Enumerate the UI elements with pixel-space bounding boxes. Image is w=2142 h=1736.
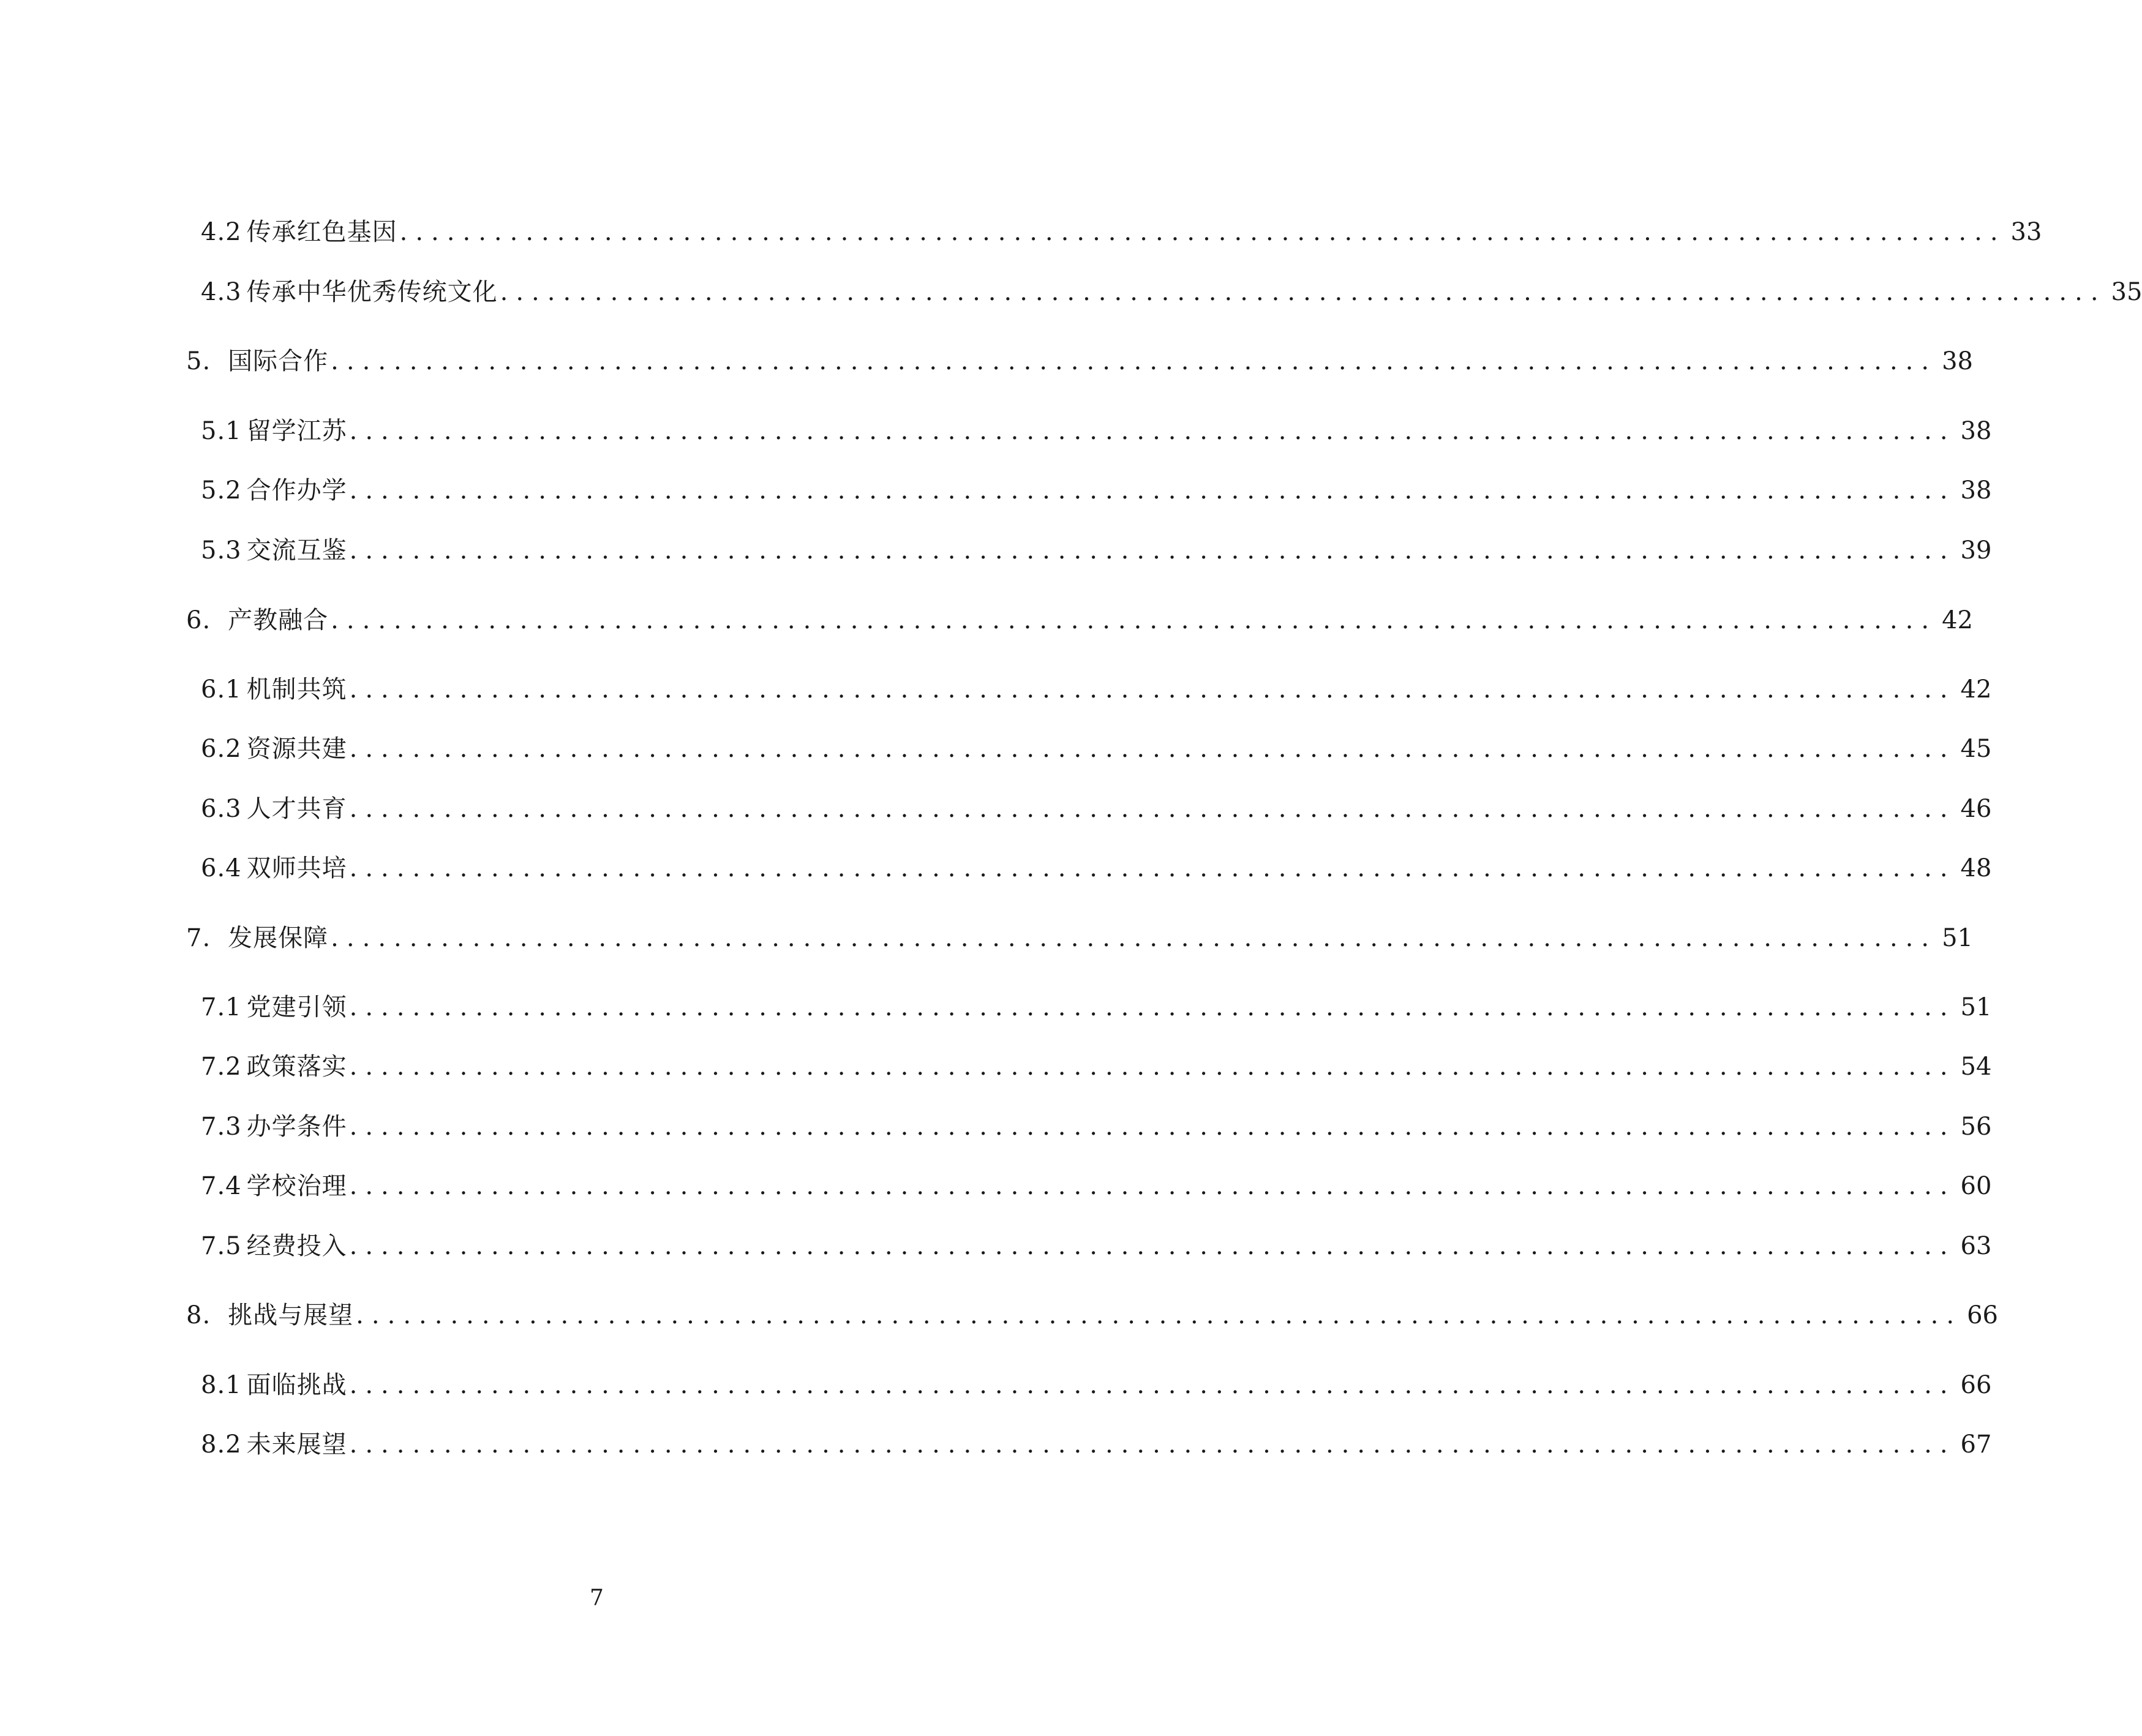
toc-entry-title [201, 214, 397, 250]
toc-entry-number: 7.1 [201, 993, 242, 1021]
toc-entry-label: 合作办学 [246, 476, 347, 505]
toc-entry-title [201, 472, 347, 509]
toc-entry[interactable] [201, 1168, 1992, 1204]
toc-dot-leader: ...................................................................................................... [331, 924, 1937, 952]
toc-entry[interactable] [201, 1108, 1992, 1145]
toc-entry-page: 60 [1960, 1172, 1992, 1200]
toc-dot-leader: ...................................................................................................... [331, 347, 1937, 375]
toc-entry-number: 6.1 [201, 675, 242, 704]
toc-entry-page: 38 [1942, 347, 1973, 375]
toc-entry-label: 资源共建 [246, 735, 347, 763]
toc-entry-title [201, 731, 347, 767]
toc-dot-leader: ...................................................................................................... [349, 735, 1956, 763]
toc-entry-title [201, 791, 347, 827]
toc-dot-leader: ...................................................................................................... [331, 606, 1937, 634]
toc-entry[interactable] [201, 671, 1992, 708]
toc-entry[interactable] [201, 274, 2142, 310]
toc-dot-leader: ...................................................................................................... [349, 536, 1956, 565]
toc-entry-title [201, 1367, 347, 1403]
toc-entry-number: 5. [186, 347, 211, 375]
toc-dot-leader: ...................................................................................................... [349, 1172, 1956, 1200]
toc-entry-label: 经费投入 [246, 1232, 347, 1260]
toc-entry-label: 传承红色基因 [246, 218, 397, 246]
toc-entry-title [201, 1228, 347, 1264]
toc-entry-page: 48 [1960, 854, 1992, 882]
toc-dot-leader: ...................................................................................................... [349, 854, 1956, 882]
toc-entry-title [186, 920, 328, 956]
toc-entry[interactable] [201, 1048, 1992, 1085]
toc-entry-page: 51 [1960, 993, 1992, 1021]
toc-entry-title [201, 989, 347, 1026]
toc-entry-page: 54 [1960, 1053, 1992, 1081]
toc-entry-title [186, 602, 328, 639]
toc-entry-page: 33 [2010, 218, 2042, 246]
toc-entry-number: 4.2 [201, 218, 242, 246]
toc-entry-number: 7.3 [201, 1113, 242, 1141]
toc-entry[interactable] [201, 214, 2042, 250]
toc-entry[interactable] [186, 602, 1973, 639]
toc-entry-number: 6.2 [201, 735, 242, 763]
toc-entry[interactable] [201, 413, 1992, 449]
toc-entry[interactable] [201, 989, 1992, 1026]
toc-entry-title [201, 1168, 347, 1204]
toc-entry-page: 42 [1960, 675, 1992, 704]
toc-entry-title [201, 1426, 347, 1463]
toc-dot-leader: ...................................................................................................... [349, 1430, 1956, 1459]
toc-entry-label: 人才共育 [246, 795, 347, 823]
toc-entry-label: 双师共培 [246, 854, 347, 882]
toc-entry-title [186, 343, 328, 380]
toc-entry-label: 留学江苏 [246, 417, 347, 445]
toc-entry-title [201, 1048, 347, 1085]
toc-entry-label: 传承中华优秀传统文化 [246, 278, 498, 306]
toc-entry-page: 56 [1960, 1113, 1992, 1141]
toc-entry-number: 8. [186, 1301, 211, 1329]
toc-entry-page: 46 [1960, 795, 1992, 823]
toc-entry-page: 45 [1960, 735, 1992, 763]
toc-entry-number: 5.1 [201, 417, 242, 445]
toc-entry-title [201, 1108, 347, 1145]
toc-entry[interactable] [201, 472, 1992, 509]
toc-entry[interactable] [201, 791, 1992, 827]
toc-entry-label: 学校治理 [246, 1172, 347, 1200]
toc-entry-label: 国际合作 [228, 347, 329, 375]
toc-entry-page: 66 [1960, 1371, 1992, 1399]
toc-entry-number: 7.2 [201, 1053, 242, 1081]
toc-dot-leader: ...................................................................................................... [500, 278, 2106, 306]
toc-entry-title [201, 671, 347, 708]
toc-entry-title [201, 413, 347, 449]
toc-entry-number: 4.3 [201, 278, 242, 306]
toc-dot-leader: ...................................................................................................... [399, 218, 2006, 246]
toc-entry-page: 66 [1967, 1301, 1998, 1329]
toc-dot-leader: ...................................................................................................... [349, 1371, 1956, 1399]
toc-entry[interactable] [186, 343, 1973, 380]
toc-entry-label: 挑战与展望 [228, 1301, 354, 1329]
toc-entry-page: 38 [1960, 476, 1992, 505]
toc-entry-number: 5.3 [201, 536, 242, 565]
toc-entry[interactable] [201, 731, 1992, 767]
toc-entry-label: 党建引领 [246, 993, 347, 1021]
toc-entry-label: 发展保障 [228, 924, 329, 952]
toc-dot-leader: ...................................................................................................... [349, 675, 1956, 704]
toc-dot-leader: ...................................................................................................... [356, 1301, 1963, 1329]
toc-entry-page: 67 [1960, 1430, 1992, 1459]
toc-dot-leader: ...................................................................................................... [349, 417, 1956, 445]
toc-entry-title [201, 532, 347, 569]
toc-dot-leader: ...................................................................................................... [349, 1113, 1956, 1141]
toc-dot-leader: ...................................................................................................... [349, 993, 1956, 1021]
toc-entry[interactable] [201, 532, 1992, 569]
toc-entry[interactable] [201, 1367, 1992, 1403]
toc-entry-label: 政策落实 [246, 1053, 347, 1081]
toc-dot-leader: ...................................................................................................... [349, 795, 1956, 823]
toc-entry-label: 产教融合 [228, 606, 329, 634]
toc-entry[interactable] [201, 1228, 1992, 1264]
toc-entry-title [201, 274, 498, 310]
toc-entry-page: 63 [1960, 1232, 1992, 1260]
toc-entry-page: 42 [1942, 606, 1973, 634]
toc-entry-number: 7.4 [201, 1172, 242, 1200]
toc-entry-number: 5.2 [201, 476, 242, 505]
toc-entry-number: 6.4 [201, 854, 242, 882]
toc-entry-page: 35 [2111, 278, 2142, 306]
toc-entry-title [186, 1297, 353, 1334]
toc-entry-page: 51 [1942, 924, 1973, 952]
toc-entry-label: 机制共筑 [246, 675, 347, 704]
toc-entry[interactable] [186, 1297, 1998, 1334]
toc-entry-label: 面临挑战 [246, 1371, 347, 1399]
toc-entry-number: 7. [186, 924, 211, 952]
toc-entry-title [201, 850, 347, 887]
toc-entry-number: 6.3 [201, 795, 242, 823]
toc-entry-number: 7.5 [201, 1232, 242, 1260]
toc-entry-label: 交流互鉴 [246, 536, 347, 565]
page-number: 7 [590, 1585, 604, 1610]
toc-entry-number: 8.1 [201, 1371, 242, 1399]
toc-entry-label: 办学条件 [246, 1113, 347, 1141]
toc-dot-leader: ...................................................................................................... [349, 1232, 1956, 1260]
toc-entry-number: 8.2 [201, 1430, 242, 1459]
toc-entry-label: 未来展望 [246, 1430, 347, 1459]
toc-entry[interactable] [186, 920, 1973, 956]
toc-dot-leader: ...................................................................................................... [349, 1053, 1956, 1081]
toc-entry-number: 6. [186, 606, 211, 634]
toc-entry[interactable] [201, 850, 1992, 887]
toc-entry-page: 38 [1960, 417, 1992, 445]
toc-dot-leader: ...................................................................................................... [349, 476, 1956, 505]
toc-entry[interactable] [201, 1426, 1992, 1463]
toc-entry-page: 39 [1960, 536, 1992, 565]
